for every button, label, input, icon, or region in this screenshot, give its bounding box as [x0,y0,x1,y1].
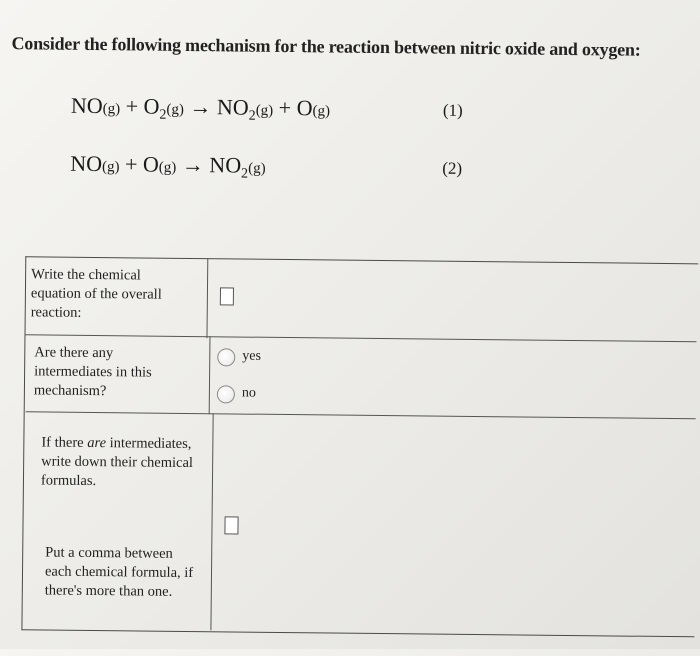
eq1-arrow: → [189,93,212,120]
eq1-plus2: + [278,94,292,121]
overall-prompt-line: reaction: [30,304,82,321]
formulas-prompt-line [41,433,193,454]
formulas-prompt-post: intermediates, [105,435,192,453]
intermediates-prompt-line: mechanism? [33,382,107,400]
formulas-input[interactable] [224,516,238,534]
eq2-reactant1: NO [70,150,103,177]
eq1-reactant1: NO [70,92,103,119]
overall-prompt-line: equation of the overall [30,285,162,303]
eq1-product2: O [296,95,313,121]
yes-radio[interactable] [217,348,235,366]
no-radio[interactable] [217,385,235,403]
eq2-reactant2-state: (g) [158,159,177,176]
formulas-prompt-pre: If there [41,434,88,451]
formulas-hint-line: Put a comma between [45,544,173,562]
eq1-product1-state: (g) [255,102,274,119]
eq2-product1-sub: 2 [240,166,249,182]
equation-1 [71,93,330,126]
eq2-reactant1-state: (g) [101,159,120,176]
eq1-product1-sub: 2 [248,108,256,124]
eq2-reactant2: O [142,151,160,177]
formulas-prompt-line: write down their chemical [41,453,194,472]
equation-2 [70,151,266,183]
formulas-hint-line: there's more than one. [44,582,173,600]
formulas-prompt-line: formulas. [40,472,97,490]
eq1-product1: NO [216,94,249,120]
intermediates-prompt-line: Are there any [34,344,114,362]
eq1-reactant1-state: (g) [102,101,121,118]
eq1-reactant2-state: (g) [166,101,185,118]
overall-reaction-input[interactable] [220,287,234,305]
formulas-hint-line: each chemical formula, if [44,563,194,582]
eq1-reactant2: O [143,93,160,119]
equation-2-number: (2) [442,158,463,178]
intermediates-prompt-line: intermediates in this [34,363,152,381]
eq2-product1-state: (g) [248,160,266,177]
eq2-arrow: → [181,151,205,178]
formulas-prompt-emphasis: are [87,434,107,452]
eq1-product2-state: (g) [312,103,331,120]
yes-label: yes [242,348,262,364]
formulas-hint [45,544,194,603]
overall-prompt-line: Write the chemical [31,266,141,284]
equation-1-number: (1) [442,100,463,120]
no-label: no [241,385,256,401]
formulas-prompt [41,433,193,492]
overall-reaction-prompt [31,265,162,323]
eq1-plus1: + [125,93,139,119]
eq1-reactant2-sub: 2 [159,107,167,123]
eq2-plus1: + [124,151,138,177]
intermediates-prompt [34,343,152,401]
question-text: Consider the following mechanism for the reaction between nitric oxide and oxygen: [11,33,641,60]
eq2-product1: NO [209,152,242,178]
